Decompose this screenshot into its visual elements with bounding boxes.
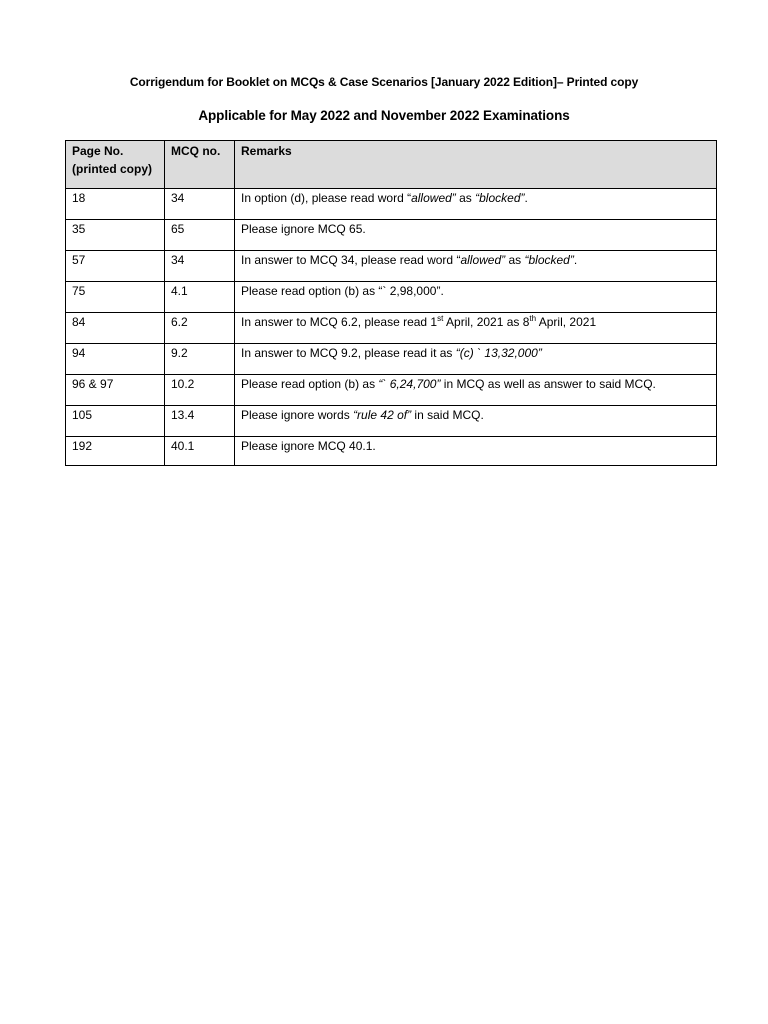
cell-page-no: 192: [66, 437, 165, 466]
remark-text: .: [573, 253, 578, 267]
ordinal-superscript: st: [437, 314, 444, 323]
remark-text: In answer to MCQ 34, please read word “: [241, 253, 461, 267]
remark-text: April, 2021: [536, 315, 597, 329]
remark-italic-text: “rule 42 of”: [353, 408, 412, 422]
cell-mcq-no: 9.2: [165, 344, 235, 375]
table-row: [66, 375, 717, 406]
cell-page-no: 84: [66, 313, 165, 344]
remark-text: Please ignore MCQ 40.1.: [241, 439, 376, 453]
table-row: [66, 406, 717, 437]
cell-remarks: [235, 220, 717, 251]
cell-page-no: 96 & 97: [66, 375, 165, 406]
cell-remarks: [235, 189, 717, 220]
remark-text: In option (d), please read word “: [241, 191, 412, 205]
remark-text: as: [505, 253, 525, 267]
cell-remarks: [235, 313, 717, 344]
cell-mcq-no: 65: [165, 220, 235, 251]
cell-mcq-no: 40.1: [165, 437, 235, 466]
remark-italic-text: allowed”: [460, 253, 506, 267]
remark-text: Please read option (b) as: [241, 377, 379, 391]
remark-italic-text: “` 6,24,700”: [378, 377, 441, 391]
table-row: [66, 189, 717, 220]
header-page-no-line2: (printed copy): [72, 162, 152, 176]
cell-page-no: 57: [66, 251, 165, 282]
cell-mcq-no: 34: [165, 189, 235, 220]
cell-mcq-no: 34: [165, 251, 235, 282]
cell-mcq-no: 6.2: [165, 313, 235, 344]
cell-page-no: 35: [66, 220, 165, 251]
cell-remarks: [235, 344, 717, 375]
cell-remarks: [235, 406, 717, 437]
cell-remarks: [235, 375, 717, 406]
cell-mcq-no: 4.1: [165, 282, 235, 313]
table-row: [66, 251, 717, 282]
remark-text: .: [524, 191, 528, 205]
header-remarks: Remarks: [235, 141, 717, 189]
cell-remarks: [235, 437, 717, 466]
header-mcq-no: MCQ no.: [165, 141, 235, 189]
remark-italic-text: allowed”: [411, 191, 456, 205]
cell-mcq-no: 10.2: [165, 375, 235, 406]
cell-page-no: 94: [66, 344, 165, 375]
remark-text: In answer to MCQ 9.2, please read it as: [241, 346, 456, 360]
remark-italic-text: “(c) ` 13,32,000”: [455, 346, 542, 360]
remark-italic-text: “blocked”: [475, 191, 525, 205]
cell-mcq-no: 13.4: [165, 406, 235, 437]
table-row: [66, 220, 717, 251]
cell-remarks: [235, 282, 717, 313]
remark-text: Please read option (b) as “` 2,98,000”.: [241, 284, 444, 298]
corrigendum-table: [65, 140, 717, 466]
table-row: [66, 437, 717, 466]
header-page-no-line1: Page No.: [72, 144, 124, 158]
remark-italic-text: “blocked”: [524, 253, 574, 267]
cell-page-no: 75: [66, 282, 165, 313]
table-row: [66, 344, 717, 375]
cell-remarks: [235, 251, 717, 282]
document-title: Corrigendum for Booklet on MCQs & Case Scenarios [January 2022 Edition]– Printed copy: [129, 75, 639, 89]
cell-page-no: 18: [66, 189, 165, 220]
remark-text: as: [455, 191, 476, 205]
table-row: [66, 282, 717, 313]
document-subtitle: Applicable for May 2022 and November 2022 Examinations: [198, 108, 570, 123]
remark-text: Please ignore MCQ 65.: [241, 222, 366, 236]
header-page-no: [66, 141, 165, 189]
ordinal-superscript: th: [529, 314, 537, 323]
cell-page-no: 105: [66, 406, 165, 437]
remark-text: Please ignore words: [241, 408, 354, 422]
table-header-row: [66, 141, 717, 189]
table-row: [66, 313, 717, 344]
remark-text: In answer to MCQ 6.2, please read 1: [241, 315, 438, 329]
remark-text: in MCQ as well as answer to said MCQ.: [440, 377, 656, 391]
remark-text: April, 2021 as 8: [443, 315, 530, 329]
remark-text: in said MCQ.: [411, 408, 484, 422]
